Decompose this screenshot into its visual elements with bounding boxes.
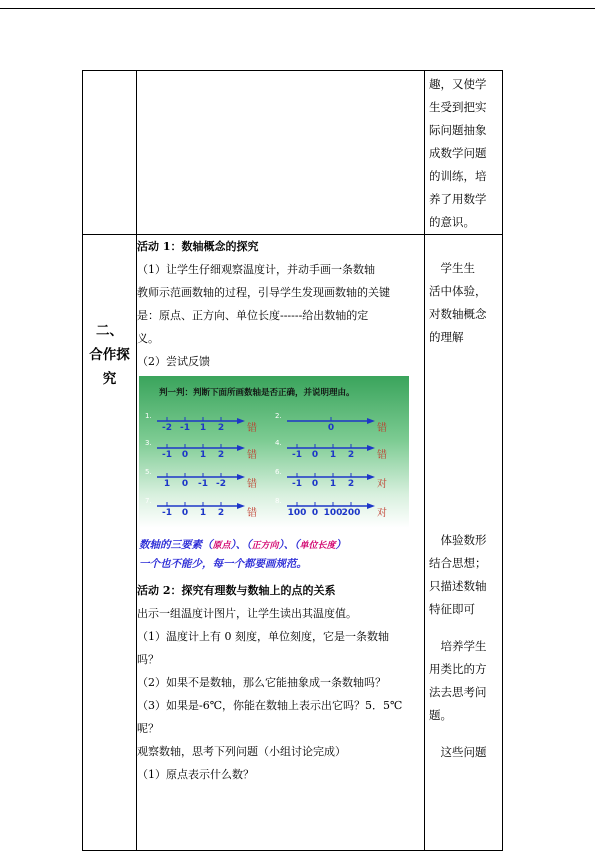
tick-label: 2: [217, 423, 225, 433]
tick-label: -1: [162, 508, 172, 518]
design-notes: 学生生 活中体验， 对数轴概念 的理解: [429, 261, 487, 344]
tick-label: -1: [198, 479, 208, 489]
tick-label: -1: [292, 450, 302, 460]
item-number: 6.: [275, 468, 282, 476]
axis-arrow: [237, 418, 245, 424]
verdict-label: 错: [247, 423, 257, 434]
activity1-title: 活动 1：数轴概念的探究: [137, 240, 259, 253]
table-row: [83, 71, 503, 235]
verdict-label: 错: [247, 479, 257, 490]
tick-label: 1: [199, 423, 207, 433]
item-number: 8.: [275, 497, 282, 505]
lesson-plan-table: [82, 70, 503, 851]
tick-label: 2: [347, 479, 355, 489]
tick-label: 100: [287, 508, 307, 518]
tick-label: 0: [311, 450, 319, 460]
content-cell: [137, 71, 425, 235]
number-line-figures: [139, 376, 409, 528]
tick-label: -2: [216, 479, 226, 489]
slide-title: 判一判：判断下面所画数轴是否正确，并说明理由。: [159, 388, 355, 398]
section-cell: 二、 合作探 究: [83, 235, 137, 851]
axis-arrow: [367, 445, 375, 451]
axis-arrow: [367, 503, 375, 509]
item-number: 5.: [145, 468, 152, 476]
tick-label: 0: [311, 479, 319, 489]
design-notes: 趣，又使学 生受到把实 际问题抽象 成数学问题 的训练，培 养了用数学 的意识。: [429, 77, 487, 229]
tick-label: -1: [180, 423, 190, 433]
axis-arrow: [367, 474, 375, 480]
tick-label: 1: [329, 479, 337, 489]
item-number: 2.: [275, 412, 282, 420]
axis-arrow: [237, 503, 245, 509]
tick-label: -1: [292, 479, 302, 489]
section-cell: [83, 71, 137, 235]
tick-label: 2: [347, 450, 355, 460]
axis-arrow: [237, 445, 245, 451]
tick-label: 1: [163, 479, 171, 489]
verdict-label: 错: [377, 423, 387, 434]
tick-label: 1: [199, 450, 207, 460]
tick-label: 0: [181, 450, 189, 460]
section-title: 二、: [96, 323, 123, 339]
tick-label: 0: [181, 479, 189, 489]
tick-label: -1: [162, 450, 172, 460]
header-rule: [0, 8, 595, 9]
verdict-label: 对: [377, 479, 387, 490]
verdict-label: 对: [377, 508, 387, 519]
tick-label: -2: [162, 423, 172, 433]
tick-label: 0: [311, 508, 319, 518]
tick-label: 1: [199, 508, 207, 518]
tick-label: 200: [341, 508, 361, 518]
axis-arrow: [237, 474, 245, 480]
axis-arrow: [367, 418, 375, 424]
tick-label: 100: [323, 508, 343, 518]
item-number: 7.: [145, 497, 152, 505]
tick-label: 0: [327, 423, 335, 433]
tick-label: 2: [217, 450, 225, 460]
verdict-label: 错: [247, 450, 257, 461]
verdict-label: 错: [377, 450, 387, 461]
content-cell: 活动 1：数轴概念的探究 （1）让学生仔细观察温度计，并动手画一条数轴 教师示范画数轴的过程，引导学生发现画数轴的关键 是：原点、正方向、单位长度------给出数轴的定 义。 （2）尝试反馈 判一判：判断下面所画数轴是否正确，并说明理由。 1. -2 -1 1 2 错 2. 0 错 3. -1 0 1 2 错 4. -1 0 1 2 错 5. 1 0 -1 -2 错 6. -1 0 1 2 对 7. -1 0 1 2 错 8. 100 0 100 200 对 数轴的三要素（原点）、（正方向）、（单位长度） 一个也不能少，每一个都要画规范。 活动 2：探究有理数与数轴上的点的关系 出示一组温度计图片，让学生读出其温度值。 （1）温度计上有 0 刻度，单位刻度，它是一条数轴 吗？ （2）如果不是数轴，那么它能抽象成一条数轴吗？ （3）如果是-6℃，你能在数轴上表示出它吗？5．5℃ 呢？ 观察数轴，思考下列问题（小组讨论完成） （1）原点表示什么数？: [137, 235, 425, 851]
three-elements-summary: 数轴的三要素（原点）、（正方向）、（单位长度） 一个也不能少，每一个都要画规范。: [139, 539, 347, 570]
activity2-title: 活动 2：探究有理数与数轴上的点的关系: [137, 584, 336, 597]
notes-cell: 学生生 活中体验， 对数轴概念 的理解 体验数形 结合思想； 只描述数轴 特征即可 培养学生 用类比的方 法去思考问 题。 这些问题: [425, 235, 503, 851]
table-row: [83, 235, 503, 851]
item-number: 3.: [145, 439, 152, 447]
judge-number-line-slide: [139, 376, 409, 528]
tick-label: 1: [329, 450, 337, 460]
tick-label: 2: [217, 508, 225, 518]
item-number: 4.: [275, 439, 282, 447]
verdict-label: 错: [247, 508, 257, 519]
tick-label: 0: [181, 508, 189, 518]
notes-cell: [425, 71, 503, 235]
item-number: 1.: [145, 412, 152, 420]
